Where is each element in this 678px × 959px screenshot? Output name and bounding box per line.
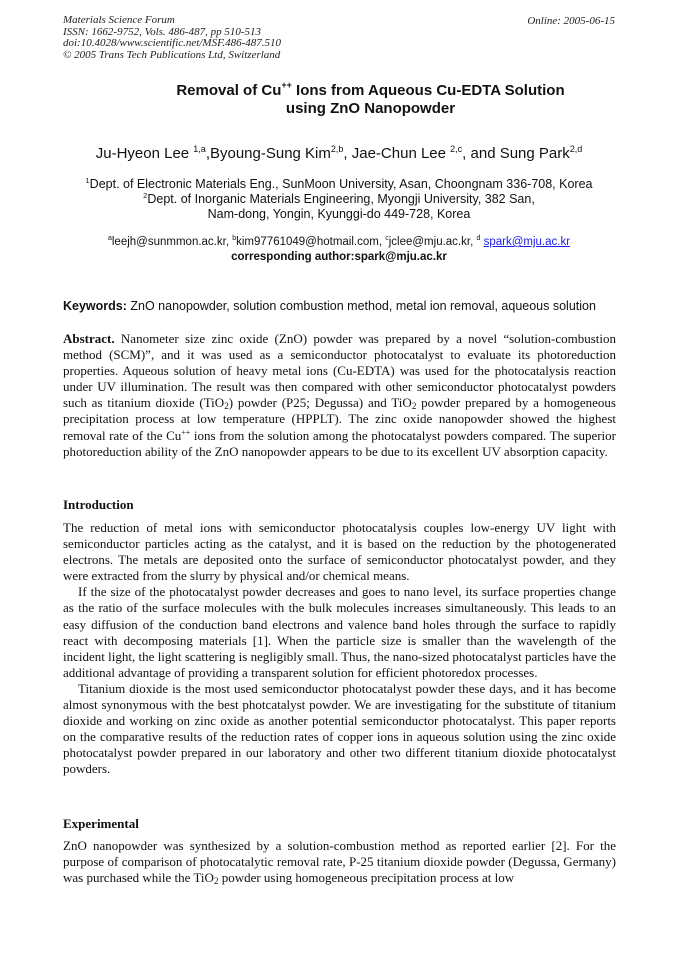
author-sup: 1,a [193, 144, 206, 154]
author-name: ,Byoung-Sung Kim [205, 145, 331, 162]
affiliation-2-line2: Nam-dong, Yongin, Kyunggi-do 449-728, Korea [207, 207, 471, 221]
keywords-line [63, 299, 616, 313]
journal-name: Materials Science Forum [63, 14, 175, 26]
email-a: leejh@sunmmon.ac.kr, [111, 236, 233, 248]
abstract [63, 331, 616, 460]
title-sup: ++ [281, 80, 292, 90]
issn-line: ISSN: 1662-9752, Vols. 486-487, pp 510-513 [63, 25, 261, 38]
experimental-text: ZnO nanopowder was synthesized by a solution-combustion method as reported earlier [2]. For the purpose of comparison of photocatalytic removal rate, P-25 titanium dioxide powder (Degussa, Germany) was purchased while the TiO [63, 838, 616, 886]
affiliation-sup: 1 [85, 176, 90, 185]
author-name: Ju-Hyeon Lee [95, 145, 194, 162]
email-c: jclee@mju.ac.kr, [388, 236, 477, 248]
author-name: , Jae-Chun Lee [343, 145, 451, 162]
email-d-link[interactable]: spark@mju.ac.kr [483, 236, 571, 248]
journal-header [63, 15, 281, 61]
affiliation-sup: 2 [143, 191, 148, 200]
subscript: 2 [224, 401, 229, 412]
abstract-label: Abstract. [63, 331, 115, 346]
author-sup: 2,b [330, 144, 344, 154]
experimental-body [63, 838, 616, 886]
intro-paragraph-2: If the size of the photocatalyst powder decreases and goes to nano level, its surface properties change as the ratio of the surface molecules with the bulk molecules increases simultaneously. This leads to an easy diffusion of the conduction band electrons and valence band holes through the surface to rapidly react with decomposing materials [1]. When the particle size is smaller than the wavelength of the incident light, the light scattering is negligibly small. Thus, the nano-sized photocatalyst particles have the additional advantage of providing a transparent solution for efficient photoredox processes. [63, 584, 616, 680]
affiliations [0, 177, 678, 222]
email-b: kim97761049@hotmail.com, [236, 236, 386, 248]
experimental-text: powder using homogeneous precipitation process at low [218, 870, 515, 886]
subscript: 2 [411, 401, 417, 412]
email-sup: d [476, 235, 481, 242]
paper-title [0, 82, 678, 118]
title-part1: Removal of Cu [176, 82, 282, 99]
abstract-text: ions from the solution among the photocatalyst powders compared. The superior photoreduction ability of the ZnO nanopowder appears to be due to its excellent UV absorption capacity. [63, 427, 616, 459]
title-part2: Ions from Aqueous Cu-EDTA Solution [291, 82, 565, 99]
email-block [0, 235, 678, 265]
author-list [0, 145, 678, 162]
intro-paragraph-3: Titanium dioxide is the most used semiconductor photocatalyst powder these days, and it has become almost synonymous with the best photcatalyst powder. We are investigating for the substitute of titanium dioxide and working on zinc oxide as another potential semiconductor photocatalyst. This paper reports on the comparative results of the reduction rates of copper ions in aqueous solution using the zinc oxide photocatalyst powder prepared in our laboratory and other two different titanium dioxide photocatalyst powders. [63, 680, 616, 777]
author-sup: 2,d [569, 144, 583, 154]
author-name: , and Sung Park [462, 145, 570, 162]
email-sup: b [232, 235, 237, 242]
online-date: Online: 2005-06-15 [527, 15, 615, 27]
introduction-body [63, 520, 616, 778]
affiliation-2: Dept. of Inorganic Materials Engineering, Myongji University, 382 San, [147, 192, 535, 206]
keywords-label: Keywords: [63, 299, 127, 313]
abstract-text: ) powder (P25; Degussa) and TiO [228, 395, 412, 411]
introduction-heading: Introduction [63, 497, 134, 512]
abstract-text: powder prepared by a homogeneous precipitation process at low temperature (HPPLT). The zinc oxide nanopowder showed the highest removal rate of the Cu [63, 395, 616, 443]
author-sup: 2,c [450, 144, 463, 154]
keywords-text: ZnO nanopowder, solution combustion method, metal ion removal, aqueous solution [126, 299, 596, 313]
intro-paragraph-1: The reduction of metal ions with semiconductor photocatalysis couples low-energy UV light with semiconductor particles acting as the catalyst, and it is based on the reduction by the photogenerated electrons. The metals are deposited onto the surface of semiconductor photocatalyst powder, and they were extracted from the slurry by physical and/or chemical means. [63, 520, 616, 584]
email-sup: a [107, 235, 112, 242]
subscript: 2 [213, 876, 219, 887]
affiliation-1: Dept. of Electronic Materials Eng., SunMoon University, Asan, Choongnam 336-708, Korea [89, 177, 593, 191]
doi-line: doi:10.4028/www.scientific.net/MSF.486-487.510 [63, 37, 282, 49]
title-line2: using ZnO Nanopowder [285, 100, 456, 117]
experimental-heading: Experimental [63, 816, 139, 831]
copyright-line: © 2005 Trans Tech Publications Ltd, Switzerland [63, 48, 281, 61]
abstract-text: Nanometer size zinc oxide (ZnO) powder was prepared by a novel “solution-combustion method (SCM)”, and it was used as a semiconductor photocatalyst to evaluate its photoreduction properties. Aqueous solution of heavy metal ions (Cu-EDTA) was used for the photocatalysis reaction under UV illumination. The result was then compared with other semiconductor photocatalyst powders such as titanium dioxide (TiO [63, 331, 616, 411]
email-sup: c [385, 235, 389, 242]
superscript: ++ [181, 427, 191, 437]
corresponding-author: corresponding author:spark@mju.ac.kr [231, 251, 447, 263]
